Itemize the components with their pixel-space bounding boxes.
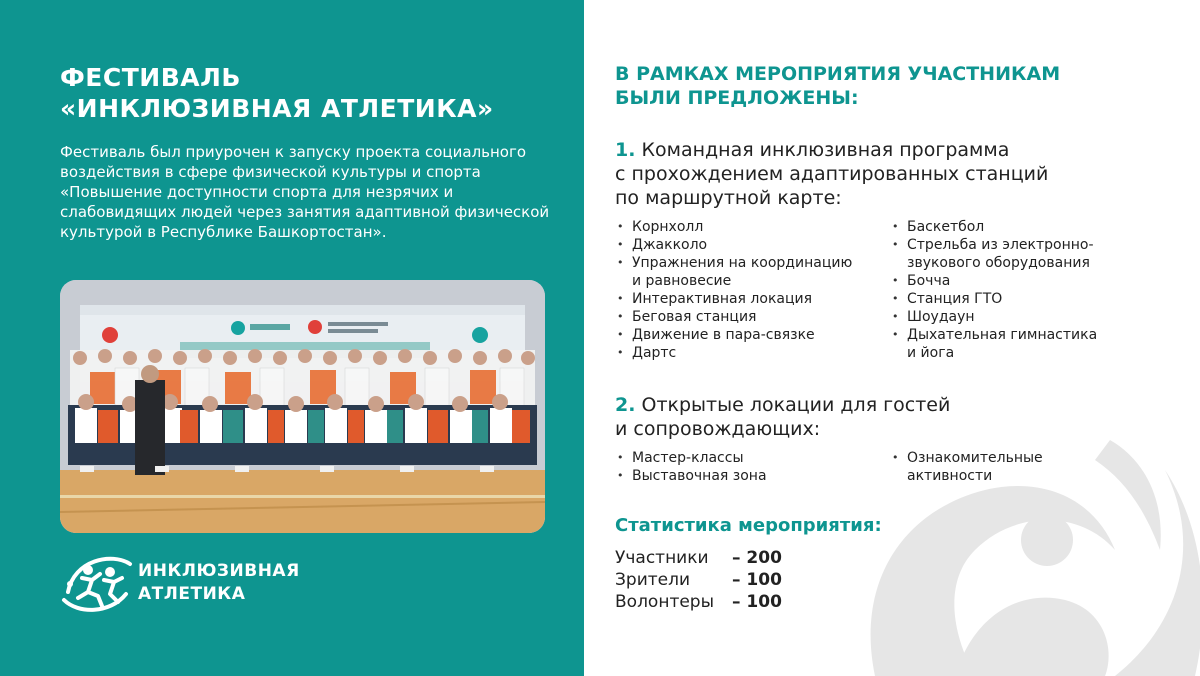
list-item: • Выставочная зона <box>615 467 767 485</box>
section-1-heading-line-3: по маршрутной карте: <box>615 187 842 209</box>
list-item: • Джакколо <box>615 236 852 254</box>
section-1-heading-line-1 <box>615 138 1048 162</box>
stat-row-participants <box>615 547 782 569</box>
stat-label: Зрители <box>615 570 691 590</box>
list-item: • Шоудаун <box>890 308 1097 326</box>
stat-value: – 100 <box>732 592 782 612</box>
list-item: • Бочча <box>890 272 1097 290</box>
section-1-heading-text-1: Командная инклюзивная программа <box>641 139 1010 161</box>
stats-title: Статистика мероприятия: <box>615 515 882 536</box>
list-item: • Упражнения на координацию <box>615 254 852 272</box>
logo-text <box>138 560 300 606</box>
stat-label: Волонтеры <box>615 592 715 612</box>
stat-label: Участники <box>615 548 709 568</box>
list-item: • Дартс <box>615 344 852 362</box>
list-item: • Баскетбол <box>890 218 1097 236</box>
section-1-heading-line-2: с прохождением адаптированных станций <box>615 163 1049 185</box>
right-panel <box>615 0 1175 676</box>
list-item-continuation: активности <box>907 468 993 484</box>
list-item: • Движение в пара-связке <box>615 326 852 344</box>
list-item-continuation: и йога <box>907 345 955 361</box>
list-item-continuation: звукового оборудования <box>907 255 1090 271</box>
festival-description: Фестиваль был приурочен к запуску проекта социального воздействия в сфере физической культуры и спорта «Повышение доступности спорта для незрячих и слабовидящих людей через занятия адаптивной физической культурой в Республике Башкортостан». <box>60 143 550 241</box>
list-item: • Дыхательная гимнастика <box>890 326 1097 344</box>
festival-title-line-2: «ИНКЛЮЗИВНАЯ АТЛЕТИКА» <box>60 94 494 123</box>
section-2-number: 2. <box>615 394 636 416</box>
section-1-heading <box>615 138 1048 210</box>
section-1-number: 1. <box>615 139 636 161</box>
section-2-heading-line-2: и сопровождающих: <box>615 418 821 440</box>
list-item: • Стрельба из электронно- <box>890 236 1097 254</box>
list-item: • Интерактивная локация <box>615 290 852 308</box>
athletics-logo-icon <box>60 550 134 616</box>
section-1-list-col-2 <box>890 218 1097 362</box>
list-item: • Станция ГТО <box>890 290 1097 308</box>
section-2-heading <box>615 393 950 441</box>
list-item: • Корнхолл <box>615 218 852 236</box>
group-photo <box>60 280 545 533</box>
list-item: • Ознакомительные <box>890 449 1043 467</box>
offerings-title-line-1: В РАМКАХ МЕРОПРИЯТИЯ УЧАСТНИКАМ <box>615 63 1061 85</box>
offerings-title <box>615 62 1060 110</box>
offerings-title-line-2: БЫЛИ ПРЕДЛОЖЕНЫ: <box>615 87 859 109</box>
list-item-continuation: и равновесие <box>632 273 732 289</box>
festival-logo <box>60 550 300 620</box>
left-panel <box>0 0 584 676</box>
section-2-list-col-1 <box>615 449 767 485</box>
stat-value: – 100 <box>732 570 782 590</box>
stat-row-spectators <box>615 569 782 591</box>
stat-row-volunteers <box>615 591 782 613</box>
logo-text-line-1: ИНКЛЮЗИВНАЯ <box>138 561 300 581</box>
section-2-heading-text-1: Открытые локации для гостей <box>641 394 951 416</box>
logo-text-line-2: АТЛЕТИКА <box>138 584 246 604</box>
stats-table <box>615 547 782 613</box>
section-2-list-col-2 <box>890 449 1043 485</box>
section-1-list-col-1 <box>615 218 852 362</box>
festival-title <box>60 62 560 124</box>
stat-value: – 200 <box>732 548 782 568</box>
section-2-heading-line-1 <box>615 393 950 417</box>
festival-title-line-1: ФЕСТИВАЛЬ <box>60 63 241 92</box>
list-item: • Беговая станция <box>615 308 852 326</box>
list-item: • Мастер-классы <box>615 449 767 467</box>
